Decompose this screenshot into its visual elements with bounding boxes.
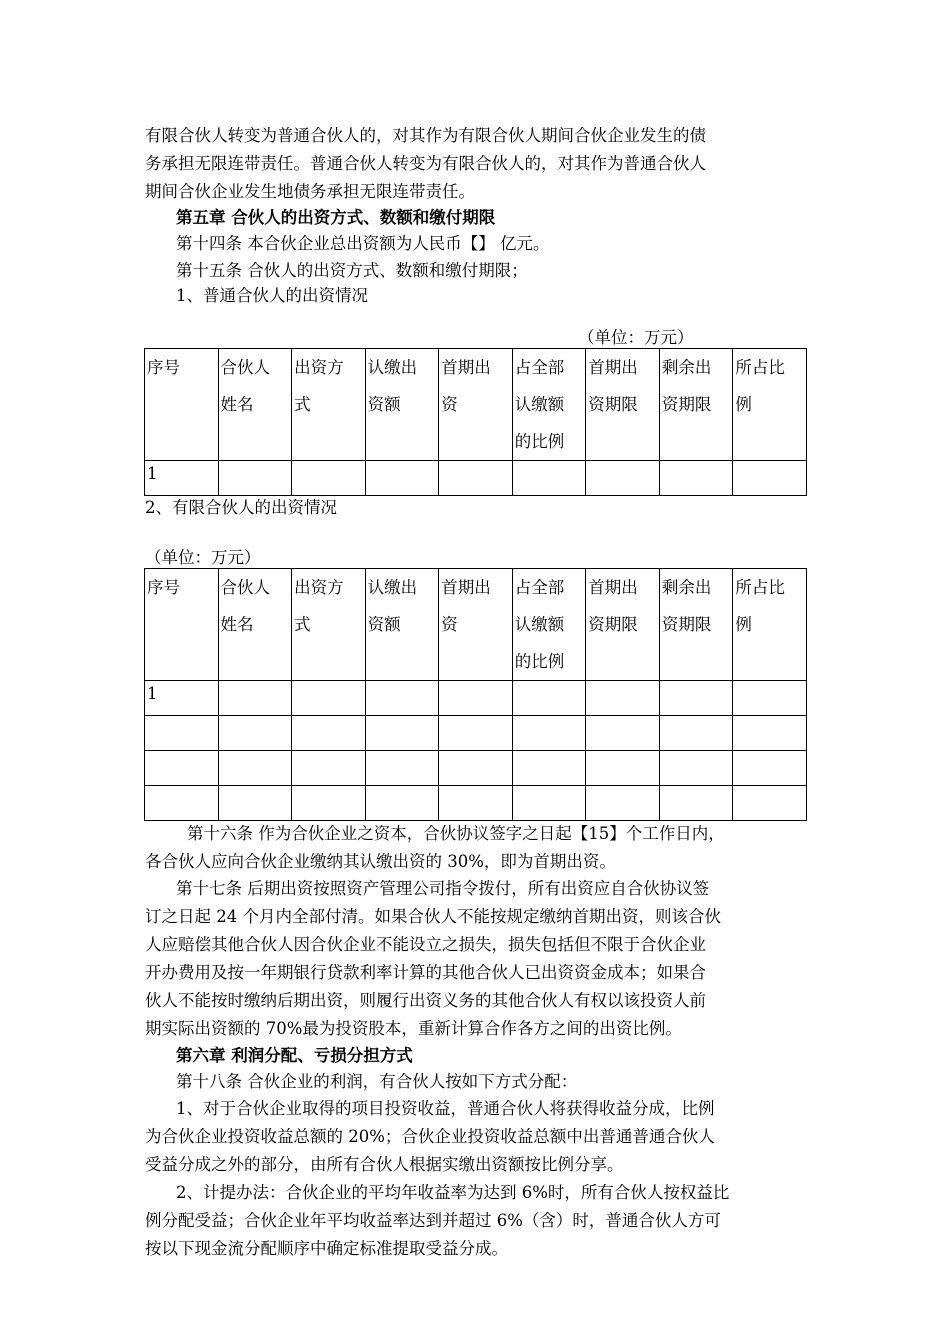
table-cell: 1 xyxy=(145,461,219,496)
header-cell-text: 认缴额 xyxy=(514,615,565,634)
table-cell xyxy=(733,716,807,751)
header-cell-text: 占全部 xyxy=(514,358,565,377)
header-cell-text: 例 xyxy=(735,615,752,634)
table-row xyxy=(145,716,807,751)
header-cell xyxy=(586,569,660,681)
lp-section-title: 2、有限合伙人的出资情况 xyxy=(145,498,337,517)
header-cell xyxy=(145,569,219,681)
table-cell xyxy=(586,716,660,751)
article-16-line: 第十六条 作为合伙企业之资本，合伙协议签字之日起【15】个工作日内， xyxy=(187,824,725,843)
gp-section-title: 1、普通合伙人的出资情况 xyxy=(176,286,368,305)
header-cell-text: 资期限 xyxy=(661,615,712,634)
header-cell xyxy=(659,349,733,461)
table-cell xyxy=(292,681,366,716)
header-cell-text: 首期出 xyxy=(441,578,491,597)
table-cell xyxy=(512,751,586,786)
header-cell-text: 合伙人 xyxy=(220,358,271,377)
table-cell xyxy=(218,716,292,751)
header-cell-text: 所占比 xyxy=(735,578,785,597)
rule-1-line: 受益分成之外的部分，由所有合伙人根据实缴出资额按比例分享。 xyxy=(145,1155,624,1174)
table-cell xyxy=(586,461,660,496)
header-cell-text: 首期出 xyxy=(441,358,491,377)
article-17-line: 人应赔偿其他合伙人因合伙企业不能设立之损失，损失包括但不限于合伙企业 xyxy=(145,935,706,954)
article-17-line: 订之日起 24 个月内全部付清。如果合伙人不能按规定缴纳首期出资，则该合伙 xyxy=(145,907,721,926)
table-cell xyxy=(292,716,366,751)
header-cell xyxy=(145,349,219,461)
article-15: 第十五条 合伙人的出资方式、数额和缴付期限； xyxy=(176,261,528,280)
paragraph-line: 有限合伙人转变为普通合伙人的，对其作为有限合伙人期间合伙企业发生的债 xyxy=(145,126,706,145)
lp-contribution-table xyxy=(144,568,807,821)
table-cell xyxy=(659,751,733,786)
rule-2-line: 例分配受益；合伙企业年平均收益率达到并超过 6%（含）时，普通合伙人方可 xyxy=(145,1211,721,1230)
header-cell-text: 资 xyxy=(441,615,458,634)
table-cell xyxy=(292,751,366,786)
table-cell xyxy=(733,681,807,716)
table-row xyxy=(145,786,807,821)
article-17-line: 伙人不能按时缴纳后期出资，则履行出资义务的其他合伙人有权以该投资人前 xyxy=(145,991,706,1010)
header-cell-text: 姓名 xyxy=(220,395,254,414)
table-header-row xyxy=(145,349,807,461)
header-cell-text: 剩余出 xyxy=(661,578,712,597)
table-cell xyxy=(439,461,513,496)
table-cell xyxy=(145,716,219,751)
table-cell: 1 xyxy=(145,681,219,716)
header-cell-text: 认缴出 xyxy=(367,358,418,377)
table-cell xyxy=(659,716,733,751)
table-row xyxy=(145,681,807,716)
header-cell-text: 资额 xyxy=(367,395,401,414)
table-cell xyxy=(586,786,660,821)
table-cell xyxy=(365,716,439,751)
header-cell-text: 资期限 xyxy=(661,395,712,414)
header-cell-text: 所占比 xyxy=(735,358,785,377)
rule-2-line: 2、计提办法：合伙企业的平均年收益率为达到 6%时，所有合伙人按权益比 xyxy=(176,1183,730,1202)
header-cell-text: 式 xyxy=(294,395,311,414)
table-cell xyxy=(439,751,513,786)
table-cell xyxy=(218,751,292,786)
table-cell xyxy=(439,716,513,751)
header-cell xyxy=(733,569,807,681)
rule-1-line: 1、对于合伙企业取得的项目投资收益，普通合伙人将获得收益分成，比例 xyxy=(176,1099,715,1118)
chapter-five-heading: 第五章 合伙人的出资方式、数额和缴付期限 xyxy=(176,208,496,227)
table-cell xyxy=(365,681,439,716)
header-cell-text: 合伙人 xyxy=(220,578,271,597)
table-cell xyxy=(586,751,660,786)
table-cell xyxy=(512,786,586,821)
table-cell xyxy=(659,461,733,496)
header-cell xyxy=(586,349,660,461)
table-cell xyxy=(365,461,439,496)
table-cell xyxy=(218,786,292,821)
article-17-line: 第十七条 后期出资按照资产管理公司指令拨付，所有出资应自合伙协议签 xyxy=(176,879,710,898)
header-cell xyxy=(512,569,586,681)
article-18: 第十八条 合伙企业的利润，有合伙人按如下方式分配： xyxy=(176,1072,578,1091)
table-cell xyxy=(586,681,660,716)
header-cell xyxy=(659,569,733,681)
header-cell-text: 剩余出 xyxy=(661,358,712,377)
header-cell-text: 首期出 xyxy=(588,358,638,377)
header-cell xyxy=(292,569,366,681)
header-cell xyxy=(218,569,292,681)
table-cell xyxy=(365,786,439,821)
article-14: 第十四条 本合伙企业总出资额为人民币【】 亿元。 xyxy=(176,234,550,253)
table-cell xyxy=(292,461,366,496)
table-row xyxy=(145,461,807,496)
header-cell-text: 认缴额 xyxy=(514,395,565,414)
table-cell xyxy=(292,786,366,821)
header-cell xyxy=(512,349,586,461)
table-cell xyxy=(218,461,292,496)
header-cell xyxy=(439,349,513,461)
rule-1-line: 为合伙企业投资收益总额的 20%；合伙企业投资收益总额中出普通普通合伙人 xyxy=(145,1127,715,1146)
article-17-line: 开办费用及按一年期银行贷款利率计算的其他合伙人已出资资金成本；如果合 xyxy=(145,963,706,982)
table-cell xyxy=(659,786,733,821)
header-cell-text: 例 xyxy=(735,395,752,414)
header-cell-text: 的比例 xyxy=(514,652,565,671)
table-cell xyxy=(365,751,439,786)
table-row xyxy=(145,751,807,786)
header-cell-text: 资期限 xyxy=(588,395,638,414)
paragraph-line: 务承担无限连带责任。普通合伙人转变为有限合伙人的，对其作为普通合伙人 xyxy=(145,154,706,173)
gp-contribution-table xyxy=(144,348,807,496)
table-cell xyxy=(512,681,586,716)
header-cell-text: 资期限 xyxy=(588,615,638,634)
header-cell-text: 占全部 xyxy=(514,578,565,597)
table-cell xyxy=(512,461,586,496)
table-header-row xyxy=(145,569,807,681)
table-cell xyxy=(512,716,586,751)
table-cell xyxy=(145,751,219,786)
table-cell xyxy=(733,786,807,821)
header-cell-text: 首期出 xyxy=(588,578,638,597)
header-cell-text: 出资方 xyxy=(294,358,344,377)
header-cell xyxy=(365,569,439,681)
paragraph-line: 期间合伙企业发生地债务承担无限连带责任。 xyxy=(145,182,475,201)
rule-2-line: 按以下现金流分配顺序中确定标准提取受益分成。 xyxy=(145,1239,508,1258)
chapter-six-heading: 第六章 利润分配、亏损分担方式 xyxy=(176,1046,413,1065)
header-cell-text: 序号 xyxy=(147,358,180,377)
table-cell xyxy=(218,681,292,716)
unit-label-2: （单位：万元） xyxy=(145,548,261,567)
header-cell-text: 式 xyxy=(294,615,311,634)
article-17-line: 期实际出资额的 70%最为投资股本，重新计算合作各方之间的出资比例。 xyxy=(145,1019,682,1038)
table-cell xyxy=(439,681,513,716)
header-cell-text: 出资方 xyxy=(294,578,344,597)
header-cell xyxy=(733,349,807,461)
article-16-line: 各合伙人应向合伙企业缴纳其认缴出资的 30%，即为首期出资。 xyxy=(145,852,616,871)
unit-label-1: （单位：万元） xyxy=(578,328,694,347)
table-cell xyxy=(145,786,219,821)
header-cell xyxy=(365,349,439,461)
header-cell xyxy=(292,349,366,461)
table-cell xyxy=(659,681,733,716)
header-cell-text: 认缴出 xyxy=(367,578,418,597)
header-cell-text: 资 xyxy=(441,395,458,414)
header-cell-text: 资额 xyxy=(367,615,401,634)
table-cell xyxy=(733,751,807,786)
header-cell-text: 的比例 xyxy=(514,432,565,451)
table-cell xyxy=(733,461,807,496)
header-cell xyxy=(439,569,513,681)
table-cell xyxy=(439,786,513,821)
header-cell xyxy=(218,349,292,461)
header-cell-text: 姓名 xyxy=(220,615,254,634)
header-cell-text: 序号 xyxy=(147,578,180,597)
